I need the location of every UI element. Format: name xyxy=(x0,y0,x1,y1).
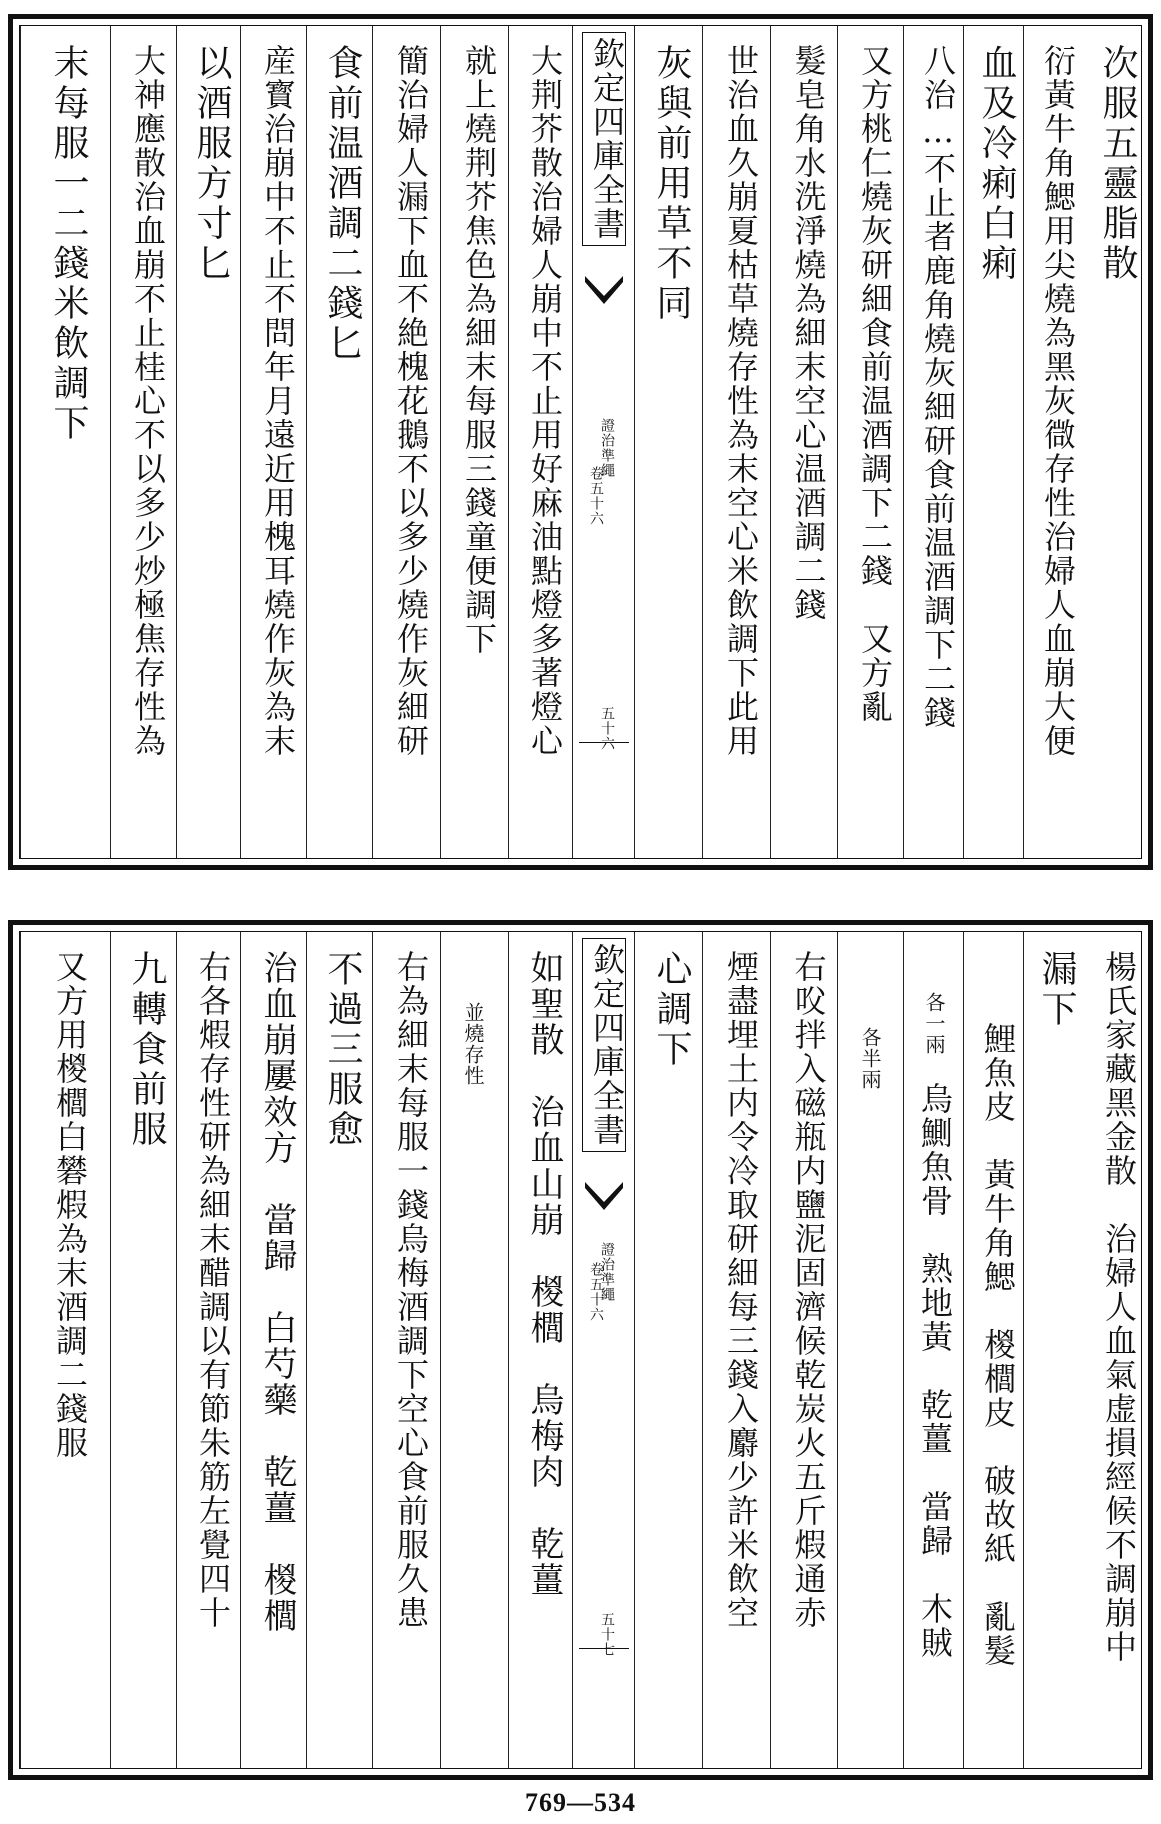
text-column xyxy=(240,932,307,1768)
center-rule xyxy=(579,742,629,743)
text-column xyxy=(20,932,111,1768)
text-column xyxy=(240,26,307,858)
column-text: 産寳治崩中不止不問年月遠近用槐耳燒作灰為末 xyxy=(259,44,297,758)
fish-tail-icon xyxy=(583,274,625,306)
column-text: 心調下 xyxy=(651,950,692,1070)
column-text: 血及冷痢白痢 xyxy=(976,44,1017,284)
text-column xyxy=(176,26,241,858)
text-column xyxy=(770,932,838,1768)
text-column xyxy=(1083,26,1147,858)
top-page-frame xyxy=(8,14,1153,870)
column-text: 簡治婦人漏下血不絶槐花鵝不以多少燒作灰細研 xyxy=(392,44,430,758)
top-page-inner xyxy=(19,25,1142,859)
text-column xyxy=(702,26,771,858)
column-text: 治血崩屢效方 當歸 白芍藥 乾薑 椶櫚 xyxy=(257,950,297,1634)
text-column xyxy=(20,26,111,858)
text-column xyxy=(372,26,441,858)
text-column xyxy=(306,932,373,1768)
column-text: 八治…不止者鹿角燒灰細研食前温酒調下二錢 xyxy=(919,44,957,730)
text-column xyxy=(963,26,1024,858)
book-title: 證治準繩 xyxy=(599,1242,615,1302)
page-number: 五十七 xyxy=(599,1612,615,1657)
text-column xyxy=(440,932,509,1768)
quantity-note: 各一兩 xyxy=(922,992,946,1055)
column-text: 如聖散 治血山崩 椶櫚 烏梅肉 乾薑 xyxy=(524,950,564,1598)
text-column xyxy=(176,932,241,1768)
center-band xyxy=(572,26,635,858)
center-band xyxy=(572,932,635,1768)
column-text: 不過三服愈 xyxy=(322,950,363,1150)
column-text: 以酒服方寸匕 xyxy=(191,44,232,284)
quantity-note: 並燒存性 xyxy=(461,1002,485,1086)
column-text: 大神應散治血崩不止桂心不以多少炒極焦存性為 xyxy=(129,44,167,758)
column-text: 衍黃牛角鰓用尖燒為黑灰㣲存性治婦人血崩大便 xyxy=(1039,44,1077,758)
column-text: 次服五靈脂散 xyxy=(1097,44,1138,284)
fish-tail-icon xyxy=(583,1180,625,1212)
text-column xyxy=(903,932,964,1768)
volume-number: 卷五十六 xyxy=(588,1262,604,1322)
column-text: 漏下 xyxy=(1036,950,1077,1030)
center-rule xyxy=(579,1648,629,1649)
text-column xyxy=(508,26,573,858)
column-text: 又方用椶櫚白礬煆為末酒調二錢服 xyxy=(51,950,89,1460)
text-column xyxy=(508,932,573,1768)
text-column xyxy=(372,932,441,1768)
column-text: 九轉食前服 xyxy=(126,950,167,1150)
book-title: 證治準繩 xyxy=(599,418,615,478)
column-text: 右㕮拌入磁瓶内鹽泥固濟候乾炭火五斤煆通赤 xyxy=(789,950,828,1630)
column-text: 世治血久崩夏枯草燒存性為末空心米飲調下此用 xyxy=(722,44,760,758)
text-column xyxy=(110,26,177,858)
column-text: 髮皂角水洗淨燒為細末空心温酒調二錢 xyxy=(789,44,828,622)
text-column xyxy=(770,26,838,858)
column-text: 食前温酒調二錢匕 xyxy=(322,44,363,364)
bottom-page-frame xyxy=(8,920,1153,1780)
column-text: 又方桃仁燒灰研細食前温酒調下二錢 又方亂 xyxy=(856,44,894,724)
text-column xyxy=(440,26,509,858)
text-column xyxy=(1023,26,1084,858)
collection-title: 欽定四庫全書 xyxy=(582,32,626,246)
text-column xyxy=(837,26,904,858)
text-column xyxy=(306,26,373,858)
text-column xyxy=(1023,932,1084,1768)
column-text: 就上燒荆芥焦色為細末每服三錢童便調下 xyxy=(460,44,498,656)
page-footer-number: 769—534 xyxy=(525,1788,636,1817)
text-column xyxy=(1083,932,1147,1768)
column-text: 鯉魚皮 黃牛角鰓 椶櫚皮 破故紙 亂髮 xyxy=(979,1022,1017,1668)
text-column xyxy=(702,932,771,1768)
text-column xyxy=(634,932,703,1768)
column-text: 灰與前用草不同 xyxy=(651,44,692,324)
column-text: 右各煆存性研為細末醋調以有節朱筋左覺四十 xyxy=(194,950,232,1630)
column-text: 楊氏家藏黑金散 治婦人血氣虚損經候不調崩中 xyxy=(1100,950,1138,1664)
page-number: 五十六 xyxy=(599,706,615,751)
text-column xyxy=(963,932,1024,1768)
column-text: 大荆芥散治婦人崩中不止用好麻油點燈多著燈心 xyxy=(526,44,564,758)
quantity-note: 各半兩 xyxy=(858,1027,882,1090)
text-column xyxy=(110,932,177,1768)
bottom-page-inner xyxy=(19,931,1142,1769)
text-column xyxy=(837,932,904,1768)
volume-number: 卷五十六 xyxy=(588,466,604,526)
text-column xyxy=(634,26,703,858)
text-column xyxy=(903,26,964,858)
column-text: 末每服一二錢米飲調下 xyxy=(48,44,89,444)
column-text: 煙盡埋土内令冷取研細每三錢入麝少許米飲空 xyxy=(722,950,760,1630)
column-text: 右為細末每服一錢烏梅酒調下空心食前服久患 xyxy=(392,950,430,1630)
collection-title: 欽定四庫全書 xyxy=(582,938,626,1152)
column-text: 烏鰂魚骨 熟地黃 乾薑 當歸 木賊 xyxy=(916,1082,954,1660)
